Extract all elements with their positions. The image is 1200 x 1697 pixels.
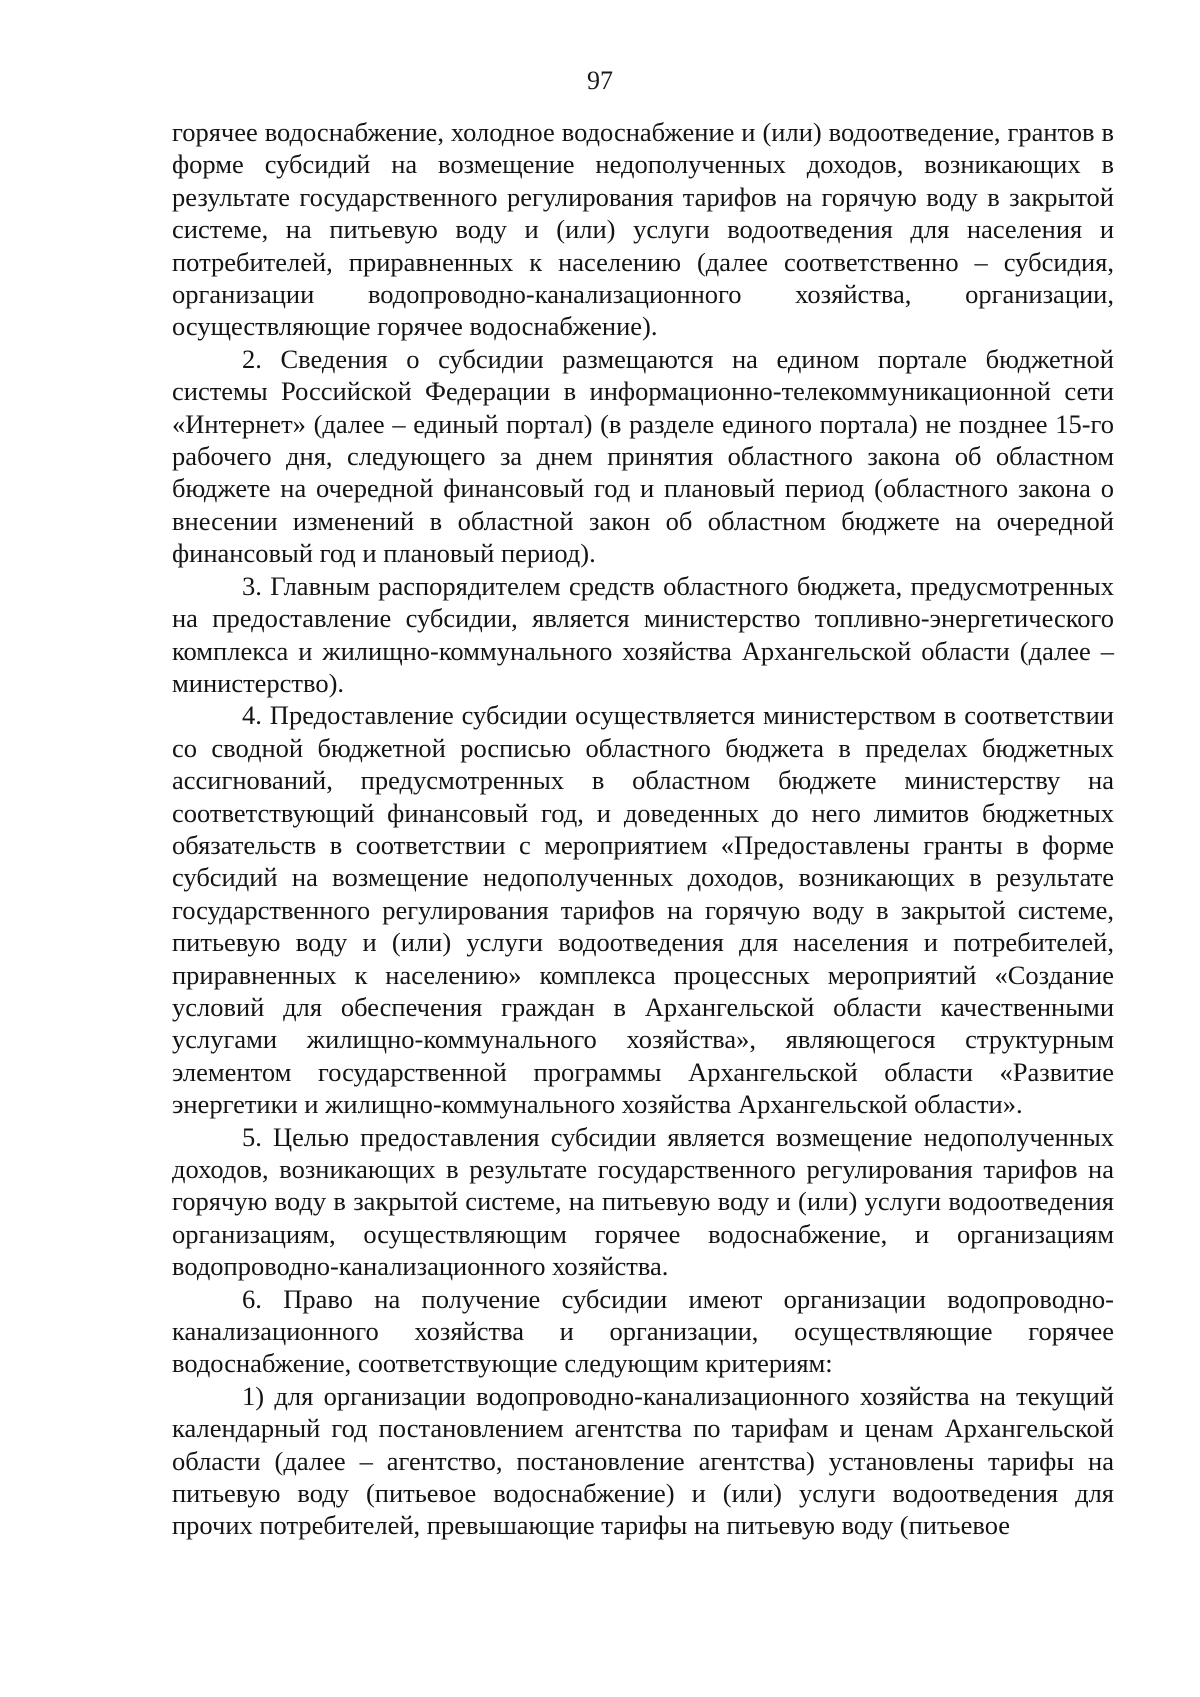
paragraph-item-6: 6. Право на получение субсидии имеют организации водопроводно-канализационного хозяйства и организации, осуществляющие горячее водоснабжение, соответствующие следующим критериям: <box>172 1283 1114 1379</box>
paragraph-item-3: 3. Главным распорядителем средств областного бюджета, предусмотренных на предоставление субсидии, является министерство топливно-энергетического комплекса и жилищно-коммунального хозяйства Архангельской области (далее – министерство). <box>172 570 1114 698</box>
page-number: 97 <box>587 66 613 95</box>
paragraph-subitem-1: 1) для организации водопроводно-канализационного хозяйства на текущий календарный год постановлением агентства по тарифам и ценам Архангельской области (далее – агентство, постановление агентства) установлены тарифы на питьевую воду (питьевое водоснабжение) и (или) услуги водоотведения для прочих потребителей, превышающие тарифы на питьевую воду (питьевое <box>172 1380 1114 1541</box>
paragraph-item-4: 4. Предоставление субсидии осуществляется министерством в соответствии со сводной бюджетной росписью областного бюджета в пределах бюджетных ассигнований, предусмотренных в областном бюджете министерству на соответствующий финансовый год, и доведенных до него лимитов бюджетных обязательств в соответствии с мероприятием «Предоставлены гранты в форме субсидий на возмещение недополученных доходов, возникающих в результате государственного регулирования тарифов на горячую воду в закрытой системе, питьевую воду и (или) услуги водоотведения для населения и потребителей, приравненных к населению» комплекса процессных мероприятий «Создание условий для обеспечения граждан в Архангельской области качественными услугами жилищно-коммунального хозяйства», являющегося структурным элементом государственной программы Архангельской области «Развитие энергетики и жилищно-коммунального хозяйства Архангельской области». <box>172 700 1114 1120</box>
paragraph-continuation: горячее водоснабжение, холодное водоснабжение и (или) водоотведение, грантов в форме субсидий на возмещение недополученных доходов, возникающих в результате государственного регулирования тарифов на горячую воду в закрытой системе, на питьевую воду и (или) услуги водоотведения для населения и потребителей, приравненных к населению (далее соответственно – субсидия, организации водопроводно-канализационного хозяйства, организации, осуществляющие горячее водоснабжение). <box>172 117 1114 342</box>
paragraph-item-5: 5. Целью предоставления субсидии является возмещение недополученных доходов, возникающих в результате государственного регулирования тарифов на горячую воду в закрытой системе, на питьевую воду и (или) услуги водоотведения организациям, осуществляющим горячее водоснабжение, и организациям водопроводно-канализационного хозяйства. <box>172 1121 1114 1282</box>
document-body <box>172 116 1114 1542</box>
paragraph-item-2: 2. Сведения о субсидии размещаются на едином портале бюджетной системы Российской Федерации в информационно-телекоммуникационной сети «Интернет» (далее – единый портал) (в разделе единого портала) не позднее 15-го рабочего дня, следующего за днем принятия областного закона об областном бюджете на очередной финансовый год и плановый период (областного закона о внесении изменений в областной закон об областном бюджете на очередной финансовый год и плановый период). <box>172 343 1114 569</box>
